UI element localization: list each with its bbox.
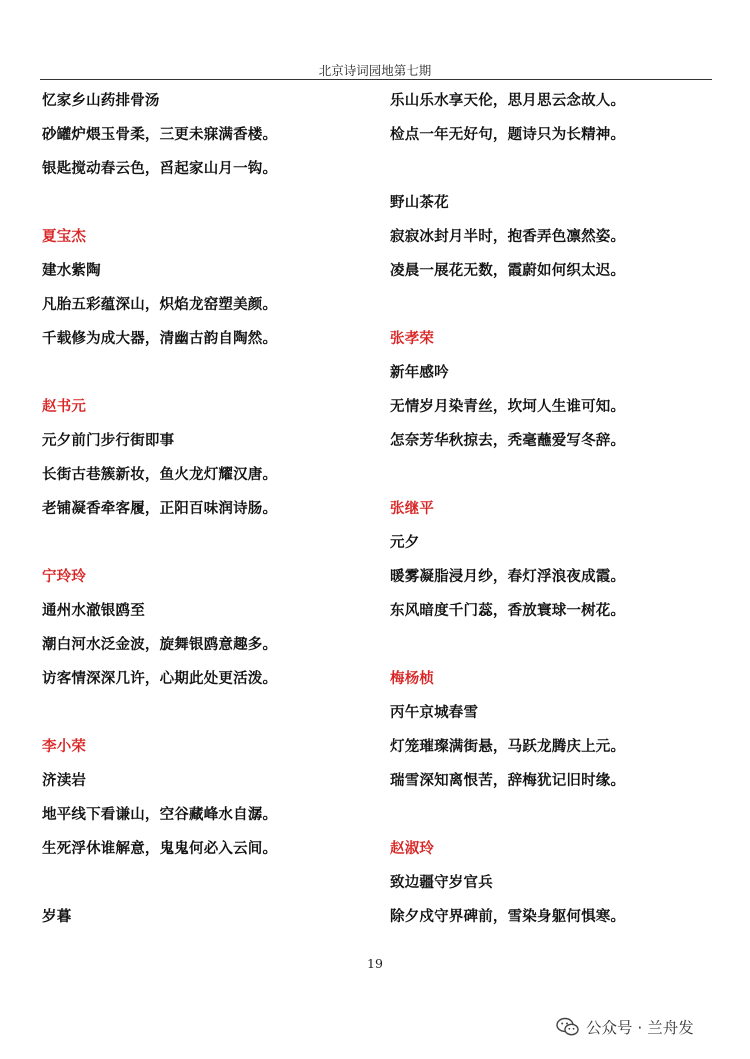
poem-title: 通州水澈银鸥至 (42, 603, 145, 619)
verse-line: 访客情深深几许，心期此处更活泼。 (42, 671, 278, 687)
author-name: 梅杨桢 (390, 671, 435, 687)
poem-title: 建水紫陶 (42, 263, 101, 279)
stanza-gap (42, 526, 362, 560)
verse-line: 老铺凝香牵客履，正阳百味润诗肠。 (42, 501, 278, 517)
verse-line: 乐山乐水享天伦，思月思云念故人。 (390, 93, 626, 109)
verse-line: 长街古巷簇新妆，鱼火龙灯耀汉唐。 (42, 467, 278, 483)
author-name: 夏宝杰 (42, 229, 87, 245)
author-name: 李小荣 (42, 739, 87, 755)
wechat-icon (556, 1017, 580, 1037)
poem-title: 致边疆守岁官兵 (390, 875, 493, 891)
poem-title: 忆家乡山药排骨汤 (42, 93, 160, 109)
left-column (42, 84, 362, 934)
verse-line: 银匙搅动春云色，舀起家山月一钩。 (42, 161, 278, 177)
poem-title: 新年感吟 (390, 365, 449, 381)
page-header: 北京诗词园地第七期 (318, 63, 432, 78)
verse-line: 地平线下看谦山，空谷藏峰水自潺。 (42, 807, 278, 823)
verse-line: 瑞雪深知离恨苦，辞梅犹记旧时缘。 (390, 773, 626, 789)
author-name: 赵淑玲 (390, 841, 435, 857)
poem-title: 丙午京城春雪 (390, 705, 479, 721)
poem-title: 济渎岩 (42, 773, 87, 789)
header-divider (40, 79, 712, 80)
verse-line: 灯笼璀璨满街悬，马跃龙腾庆上元。 (390, 739, 626, 755)
stanza-gap (42, 866, 362, 900)
poem-title: 岁暮 (42, 909, 72, 925)
verse-line: 检点一年无好句，题诗只为长精神。 (390, 127, 626, 143)
verse-line: 东风暗度千门蕊，香放寰球一树花。 (390, 603, 626, 619)
verse-line: 千载修为成大器，清幽古韵自陶然。 (42, 331, 278, 347)
stanza-gap (390, 152, 710, 186)
stanza-gap (42, 356, 362, 390)
verse-line: 怎奈芳华秋掠去，秃毫蘸爱写冬辞。 (390, 433, 626, 449)
stanza-gap (390, 458, 710, 492)
poem-title: 元夕前门步行街即事 (42, 433, 175, 449)
watermark (556, 1014, 694, 1040)
author-name: 张继平 (390, 501, 435, 517)
verse-line: 凡胎五彩蕴深山，炽焰龙窑塑美颜。 (42, 297, 278, 313)
author-name: 宁玲玲 (42, 569, 87, 585)
verse-line: 寂寂冰封月半时，抱香弄色凛然姿。 (390, 229, 626, 245)
stanza-gap (42, 186, 362, 220)
verse-line: 潮白河水泛金波，旋舞银鸥意趣多。 (42, 637, 278, 653)
verse-line: 暖雾凝脂浸月纱，春灯浮浪夜成霞。 (390, 569, 626, 585)
watermark-text: 公众号 · 兰舟发 (586, 1019, 694, 1037)
verse-line: 砂罐炉煨玉骨柔，三更未寐满香楼。 (42, 127, 278, 143)
verse-line: 凌晨一展花无数，霞蔚如何织太迟。 (390, 263, 626, 279)
poem-title: 野山茶花 (390, 195, 449, 211)
poem-title: 元夕 (390, 535, 420, 551)
page-number: 19 (367, 956, 383, 971)
author-name: 赵书元 (42, 399, 87, 415)
verse-line: 除夕戍守界碑前，雪染身躯何惧寒。 (390, 909, 626, 925)
author-name: 张孝荣 (390, 331, 435, 347)
stanza-gap (390, 288, 710, 322)
stanza-gap (42, 696, 362, 730)
right-column (390, 84, 710, 934)
verse-line: 生死浮休谁解意，鬼鬼何必入云间。 (42, 841, 278, 857)
stanza-gap (390, 628, 710, 662)
stanza-gap (390, 798, 710, 832)
verse-line: 无情岁月染青丝，坎坷人生谁可知。 (390, 399, 626, 415)
